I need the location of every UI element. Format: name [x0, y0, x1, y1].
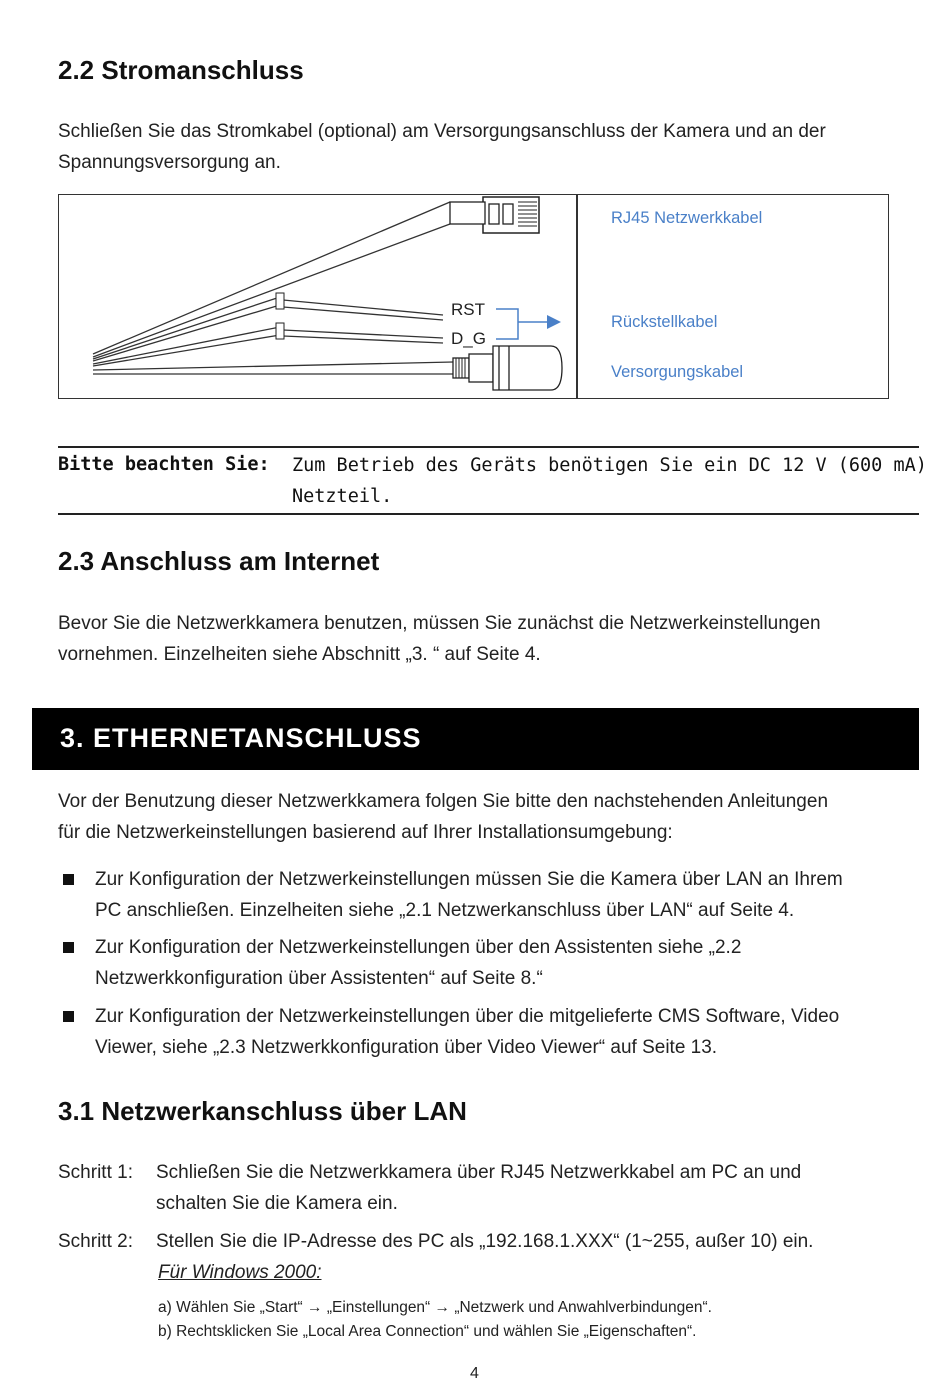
bullet-square-icon [63, 942, 74, 953]
rst-label: RST [451, 300, 485, 319]
step1-line1: Schließen Sie die Netzwerkkamera über RJ45 Netzwerkkabel am PC an und [156, 1162, 802, 1183]
internet-text-line1: Bevor Sie die Netzwerkkamera benutzen, müssen Sie zunächst die Netzwerkeinstellungen [58, 613, 821, 634]
note-line1: Zum Betrieb des Geräts benötigen Sie ein DC 12 V (600 mA) [292, 455, 927, 476]
bullet-square-icon [63, 1011, 74, 1022]
bullet1-line1: Zur Konfiguration der Netzwerkeinstellungen müssen Sie die Kamera über LAN an Ihrem [95, 869, 843, 890]
cable-illustration [58, 194, 578, 399]
dc-connector-icon [453, 346, 562, 390]
windows-2000-label: Für Windows 2000: [158, 1262, 322, 1283]
heading-netzwerkanschluss-lan: 3.1 Netzwerkanschluss über LAN [58, 1096, 467, 1126]
step1-label: Schritt 1: [58, 1162, 133, 1183]
bullet3-line2: Viewer, siehe „2.3 Netzwerkkonfiguration über Video Viewer“ auf Seite 13. [95, 1037, 718, 1058]
step2-line1: Stellen Sie die IP-Adresse des PC als „192.168.1.XXX“ (1~255, außer 10) ein. [156, 1231, 814, 1252]
bullet2-line1: Zur Konfiguration der Netzwerkeinstellungen über den Assistenten siehe „2.2 [95, 937, 742, 958]
chapter-intro-line1: Vor der Benutzung dieser Netzwerkkamera folgen Sie bitte den nachstehenden Anleitungen [58, 791, 829, 812]
page-number: 4 [470, 1365, 479, 1382]
power-text-line1: Schließen Sie das Stromkabel (optional) am Versorgungsanschluss der Kamera und an der [58, 121, 826, 142]
bullet1-line2: PC anschließen. Einzelheiten siehe „2.1 Netzwerkanschluss über LAN“ auf Seite 4. [95, 900, 795, 921]
heading-anschluss-internet: 2.3 Anschluss am Internet [58, 546, 380, 576]
arrow-right-icon [547, 315, 561, 329]
substep-b: b) Rechtsklicken Sie „Local Area Connection“ und wählen Sie „Eigenschaften“. [158, 1323, 697, 1340]
chapter-title: 3. ETHERNETANSCHLUSS [60, 723, 422, 753]
step1-line2: schalten Sie die Kamera ein. [156, 1193, 398, 1214]
chapter-intro-line2: für die Netzwerkeinstellungen basierend auf Ihrer Installationsumgebung: [58, 822, 673, 843]
power-text-line2: Spannungsversorgung an. [58, 152, 281, 173]
caption-rj45: RJ45 Netzwerkkabel [611, 209, 763, 227]
internet-text-line2: vornehmen. Einzelheiten siehe Abschnitt „3. “ auf Seite 4. [58, 644, 541, 665]
dg-label: D_G [451, 329, 486, 348]
caption-reset: Rückstellkabel [611, 313, 718, 331]
rj45-plug-icon [450, 197, 539, 233]
step2-label: Schritt 2: [58, 1231, 133, 1252]
note-top-rule [58, 446, 919, 448]
bullet-square-icon [63, 874, 74, 885]
bullet3-line1: Zur Konfiguration der Netzwerkeinstellungen über die mitgelieferte CMS Software, Video [95, 1006, 840, 1027]
caption-power: Versorgungskabel [611, 363, 744, 381]
note-bottom-rule [58, 513, 919, 515]
heading-stromanschluss: 2.2 Stromanschluss [58, 55, 304, 85]
bullet2-line2: Netzwerkkonfiguration über Assistenten“ auf Seite 8.“ [95, 968, 543, 989]
note-label: Bitte beachten Sie: [58, 454, 270, 475]
substep-a: a) Wählen Sie „Start“ → „Einstellungen“ → „Netzwerk und Anwahlverbindungen“. [158, 1299, 712, 1316]
note-line2: Netzteil. [292, 486, 393, 507]
